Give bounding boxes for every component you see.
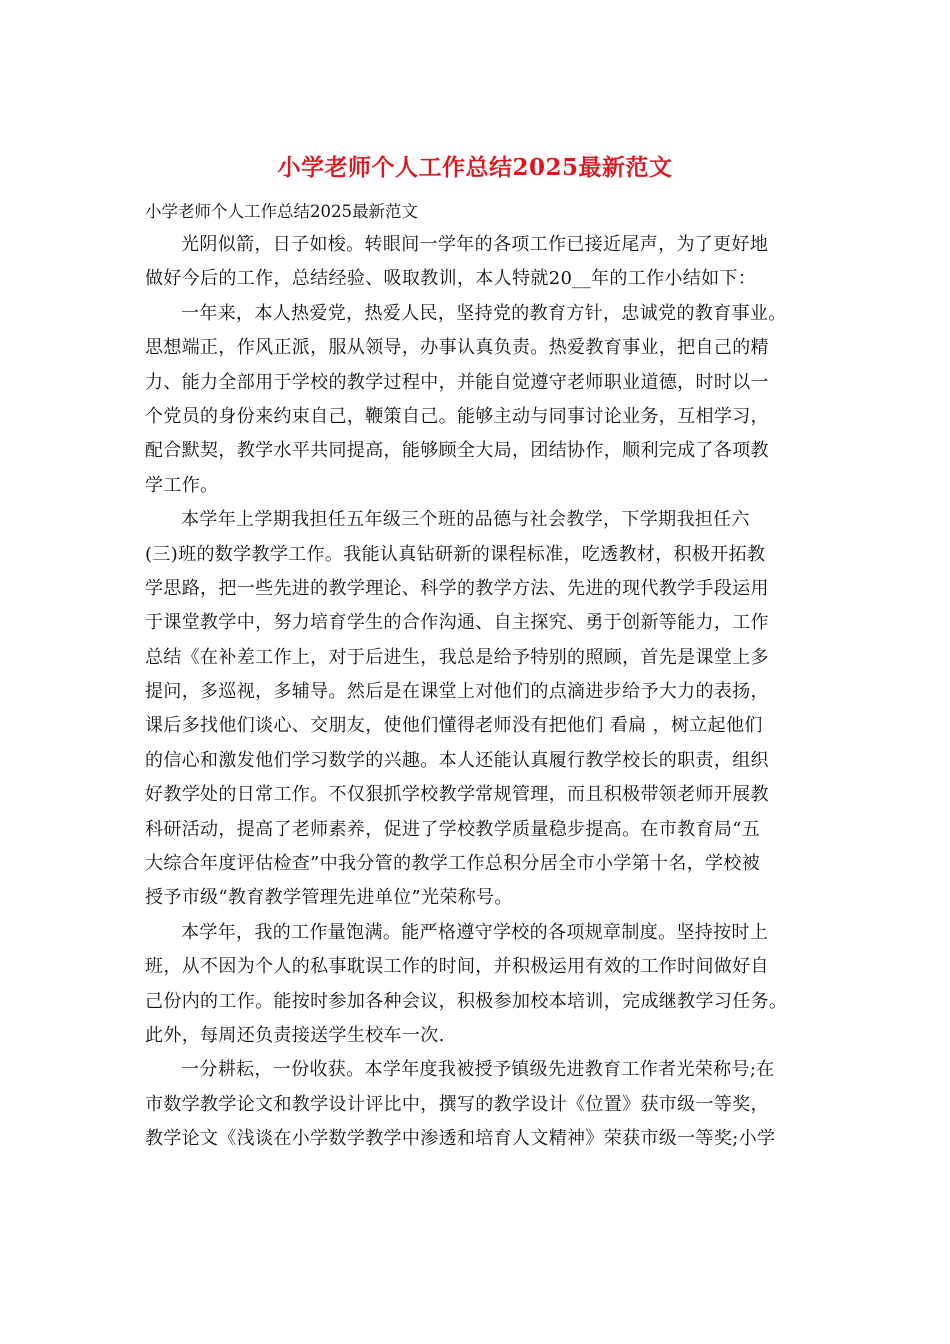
paragraph-line: 班，从不因为个人的私事耽误工作的时间，并积极运用有效的工作时间做好自 <box>145 956 769 978</box>
paragraph-line: 课后多找他们谈心、交朋友，使他们懂得老师没有把他们 看扁 ，树立起他们 <box>145 715 763 737</box>
paragraph-line: 总结《在补差工作上，对于后进生，我总是给予特别的照顾，首先是课堂上多 <box>145 646 769 668</box>
document-title: 小学老师个人工作总结2025最新范文 <box>277 154 673 181</box>
paragraph-line: (三)班的数学教学工作。我能认真钻研新的课程标准，吃透教材，积极开拓教 <box>145 543 766 565</box>
paragraph-line: 的信心和激发他们学习数学的兴趣。本人还能认真履行教学校长的职责，组织 <box>145 749 769 771</box>
paragraph <box>145 916 825 1054</box>
paragraph-line: 一分耕耘，一份收获。本学年度我被授予镇级先进教育工作者光荣称号;在 <box>181 1059 775 1081</box>
paragraph-line: 此外，每周还负责接送学生校车一次. <box>145 1024 445 1046</box>
paragraph-line: 己份内的工作。能按时参加各种会议，积极参加校本培训，完成继教学习任务。 <box>145 990 788 1012</box>
paragraph-line: 授予市级“教育教学管理先进单位”光荣称号。 <box>145 887 513 909</box>
paragraph-line: 力、能力全部用于学校的教学过程中，并能自觉遵守老师职业道德，时时以一 <box>145 371 769 393</box>
paragraph-line: 光阴似箭，日子如梭。转眼间一学年的各项工作已接近尾声，为了更好地 <box>181 234 769 255</box>
paragraph-line: 学思路，把一些先进的教学理论、科学的教学方法、先进的现代教学手段运用 <box>145 577 769 599</box>
paragraph-line: 提问，多巡视，多辅导。然后是在课堂上对他们的点滴进步给予大力的表扬， <box>145 681 769 703</box>
paragraph-line: 好教学处的日常工作。不仅狠抓学校教学常规管理，而且积极带领老师开展教 <box>145 784 769 806</box>
paragraph-line: 一年来，本人热爱党，热爱人民，坚持党的教育方针，忠诚党的教育事业。 <box>181 302 787 324</box>
paragraph <box>145 228 825 297</box>
paragraph-line: 于课堂教学中，努力培育学生的合作沟通、自主探究、勇于创新等能力，工作 <box>145 612 769 634</box>
paragraph <box>145 1053 825 1156</box>
paragraph-line: 本学年，我的工作量饱满。能严格遵守学校的各项规章制度。坚持按时上 <box>181 921 769 943</box>
paragraph-line: 科研活动，提高了老师素养，促进了学校教学质量稳步提高。在市教育局“五 <box>145 818 761 840</box>
paragraph <box>145 297 825 503</box>
paragraph-line: 个党员的身份来约束自己，鞭策自己。能够主动与同事讨论业务，互相学习， <box>145 405 769 427</box>
paragraph-line: 思想端正，作风正派，服从领导，办事认真负责。热爱教育事业，把自己的精 <box>145 337 769 359</box>
document-body <box>145 228 825 1157</box>
paragraph-line: 配合默契，教学水平共同提高，能够顾全大局，团结协作，顺利完成了各项教 <box>145 440 769 462</box>
paragraph-line: 教学论文《浅谈在小学数学教学中渗透和培育人文精神》荣获市级一等奖;小学 <box>145 1128 776 1150</box>
paragraph-line: 做好今后的工作，总结经验、吸取教训，本人特就20__年的工作小结如下： <box>145 268 757 290</box>
paragraph-line: 市数学教学论文和教学设计评比中，撰写的教学设计《位置》获市级一等奖， <box>145 1093 769 1115</box>
paragraph <box>145 503 825 916</box>
document-subtitle: 小学老师个人工作总结2025最新范文 <box>145 202 418 221</box>
paragraph-line: 学工作。 <box>145 474 219 496</box>
paragraph-line: 本学年上学期我担任五年级三个班的品德与社会教学，下学期我担任六 <box>181 509 750 531</box>
paragraph-line: 大综合年度评估检查”中我分管的教学工作总积分居全市小学第十名，学校被 <box>145 853 761 875</box>
